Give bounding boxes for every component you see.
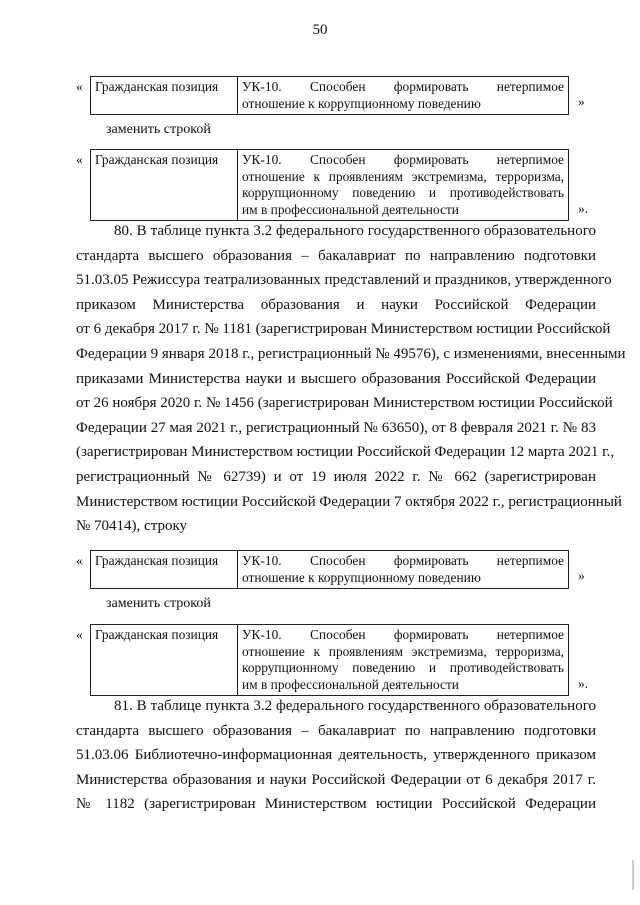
close-quote: ». — [578, 676, 589, 691]
text-line: от 26 ноября 2020 г. № 1456 (зарегистрирован Министерством юстиции Российской — [76, 395, 613, 412]
text-line: 81. В таблице пункта 3.2 федерального государственного образовательного — [114, 698, 596, 714]
text-line: Министерством юстиции Российской Федерации 7 октября 2022 г., регистрационный — [76, 493, 622, 510]
description-line: УК-10. Способен формировать нетерпимое — [242, 152, 564, 167]
text-line: Министерства образования и науки Российской Федерации от 6 декабря 2017 г. — [76, 771, 596, 788]
page-number: 50 — [312, 22, 328, 38]
text-line: № 70414), строку — [76, 518, 188, 535]
description-line: УК-10. Способен формировать нетерпимое — [242, 553, 564, 568]
open-quote: « — [76, 553, 83, 568]
text-line: стандарта высшего образования – бакалавриат по направлению подготовки — [76, 247, 596, 264]
replace-instruction: заменить строкой — [106, 596, 211, 611]
competency-table — [90, 624, 569, 696]
competency-group-cell: Гражданская позиция — [91, 150, 238, 221]
open-quote: « — [76, 627, 83, 642]
open-quote: « — [76, 152, 83, 167]
close-quote: ». — [578, 201, 589, 216]
text-line: Федерации 9 января 2018 г., регистрационный № 49576), с изменениями, внесенными — [76, 345, 626, 362]
description-line: коррупционному поведению и противодействовать — [242, 185, 564, 200]
open-quote: « — [76, 79, 83, 94]
competency-description-cell — [238, 77, 569, 115]
description-line: отношение к коррупционному поведению — [242, 95, 481, 111]
text-line: 51.03.06 Библиотечно-информационная деятельность, утвержденного приказом — [76, 747, 596, 764]
old-row-table-1 — [76, 76, 596, 116]
description-line: им в профессиональной деятельности — [242, 676, 459, 692]
text-line: 51.03.05 Режиссура театрализованных представлений и праздников, утвержденного — [76, 272, 612, 289]
competency-group-cell: Гражданская позиция — [91, 77, 238, 115]
description-line: отношение к коррупционному поведению — [242, 569, 481, 585]
close-quote: » — [578, 568, 585, 583]
competency-table — [90, 149, 569, 221]
competency-description-cell — [238, 551, 569, 589]
text-line: № 1182 (зарегистрирован Министерством юстиции Российской Федерации — [76, 796, 596, 813]
text-line: приказом Министерства образования и науки Российской Федерации — [76, 296, 596, 313]
text-line: (зарегистрирован Министерством юстиции Российской Федерации 12 марта 2021 г., — [76, 444, 615, 461]
competency-description-cell — [238, 625, 569, 696]
description-line: отношение к проявлениям экстремизма, терроризма, — [242, 643, 564, 659]
competency-table — [90, 76, 569, 115]
description-line: коррупционному поведению и противодействовать — [242, 660, 564, 675]
text-line: приказами Министерства науки и высшего образования Российской Федерации — [76, 370, 596, 387]
text-line: от 6 декабря 2017 г. № 1181 (зарегистрирован Министерством юстиции Российской — [76, 321, 611, 338]
paragraph-80 — [76, 219, 626, 539]
new-row-table-1 — [76, 149, 596, 219]
description-line: УК-10. Способен формировать нетерпимое — [242, 79, 564, 94]
scan-edge-mark — [632, 860, 634, 890]
competency-table — [90, 550, 569, 589]
old-row-table-2 — [76, 550, 596, 590]
competency-group-cell: Гражданская позиция — [91, 551, 238, 589]
text-line: регистрационный № 62739) и от 19 июля 2022 г. № 662 (зарегистрирован — [76, 468, 596, 485]
paragraph-81 — [76, 694, 596, 817]
competency-group-cell: Гражданская позиция — [91, 625, 238, 696]
text-line: Федерации 27 мая 2021 г., регистрационный № 63650), от 8 февраля 2021 г. № 83 — [76, 419, 596, 436]
text-line: стандарта высшего образования – бакалавриат по направлению подготовки — [76, 722, 596, 739]
description-line: им в профессиональной деятельности — [242, 201, 459, 217]
description-line: отношение к проявлениям экстремизма, терроризма, — [242, 168, 564, 184]
close-quote: » — [578, 94, 585, 109]
competency-description-cell — [238, 150, 569, 221]
replace-instruction: заменить строкой — [106, 122, 211, 137]
text-line: 80. В таблице пункта 3.2 федерального государственного образовательного — [114, 223, 596, 239]
new-row-table-2 — [76, 624, 596, 694]
description-line: УК-10. Способен формировать нетерпимое — [242, 627, 564, 642]
